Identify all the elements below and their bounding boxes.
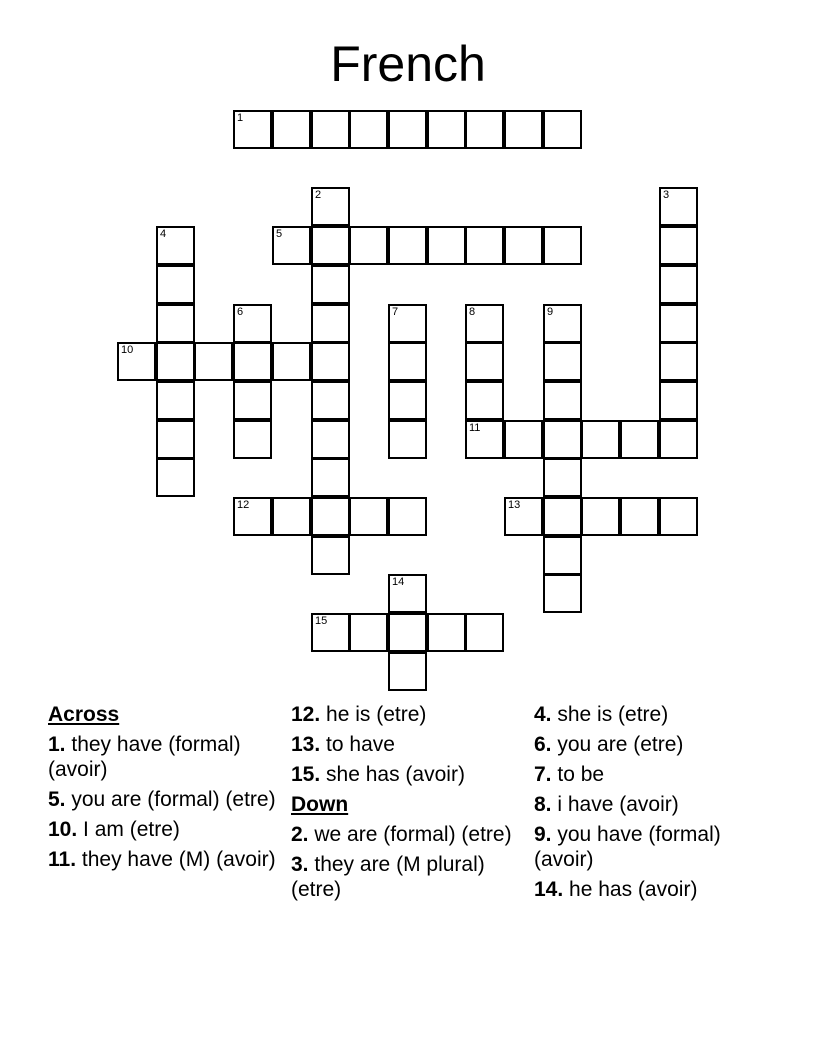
grid-cell[interactable] xyxy=(581,420,620,459)
grid-cell[interactable] xyxy=(349,497,388,536)
grid-cell[interactable] xyxy=(311,381,350,420)
grid-cell[interactable] xyxy=(659,304,698,343)
clue-number: 12 xyxy=(237,499,250,511)
grid-cell[interactable] xyxy=(504,110,543,149)
grid-cell[interactable] xyxy=(272,110,311,149)
clue-number: 10 xyxy=(121,344,134,356)
grid-cell[interactable] xyxy=(272,342,311,381)
grid-cell[interactable] xyxy=(156,226,195,265)
grid-cell[interactable] xyxy=(504,226,543,265)
clue-number: 11 xyxy=(469,422,481,434)
grid-cell[interactable] xyxy=(659,226,698,265)
grid-cell[interactable] xyxy=(194,342,233,381)
across-clue: 12. he is (etre) xyxy=(291,703,427,726)
grid-cell[interactable] xyxy=(388,497,427,536)
grid-cell[interactable] xyxy=(659,265,698,304)
grid-cell[interactable] xyxy=(388,304,427,343)
grid-cell[interactable] xyxy=(311,497,350,536)
grid-cell[interactable] xyxy=(543,420,582,459)
grid-cell[interactable] xyxy=(311,226,350,265)
clue-number: 5 xyxy=(276,228,283,240)
grid-cell[interactable] xyxy=(233,497,272,536)
clue-number: 14 xyxy=(392,576,405,588)
grid-cell[interactable] xyxy=(388,381,427,420)
grid-cell[interactable] xyxy=(388,613,427,652)
across-clue: 11. they have (M) (avoir) xyxy=(48,848,276,871)
grid-cell[interactable] xyxy=(427,110,466,149)
grid-cell[interactable] xyxy=(349,110,388,149)
grid-cell[interactable] xyxy=(311,342,350,381)
across-clue: 13. to have xyxy=(291,733,395,756)
grid-cell[interactable] xyxy=(156,458,195,497)
across-heading: Across xyxy=(48,703,120,726)
grid-cell[interactable] xyxy=(543,342,582,381)
grid-cell[interactable] xyxy=(543,304,582,343)
grid-cell[interactable] xyxy=(465,304,504,343)
across-clue: 5. you are (formal) (etre) xyxy=(48,788,276,811)
grid-cell[interactable] xyxy=(388,110,427,149)
grid-cell[interactable] xyxy=(581,497,620,536)
down-clue: 7. to be xyxy=(534,763,605,786)
grid-cell[interactable] xyxy=(233,304,272,343)
grid-cell[interactable] xyxy=(427,613,466,652)
down-clue: 6. you are (etre) xyxy=(534,733,684,756)
grid-cell[interactable] xyxy=(504,497,543,536)
grid-cell[interactable] xyxy=(311,420,350,459)
down-clue: 3. they are (M plural) (etre) xyxy=(291,853,485,901)
grid-cell[interactable] xyxy=(349,226,388,265)
clue-number: 1 xyxy=(237,112,244,124)
grid-cell[interactable] xyxy=(388,226,427,265)
grid-cell[interactable] xyxy=(659,497,698,536)
grid-cell[interactable] xyxy=(388,652,427,691)
grid-cell[interactable] xyxy=(233,420,272,459)
grid-cell[interactable] xyxy=(311,304,350,343)
down-clue: 8. i have (avoir) xyxy=(534,793,679,816)
grid-cell[interactable] xyxy=(620,420,659,459)
grid-cell[interactable] xyxy=(543,381,582,420)
clue-column-1 xyxy=(48,702,283,877)
grid-cell[interactable] xyxy=(156,342,195,381)
grid-cell[interactable] xyxy=(465,226,504,265)
puzzle-title: French xyxy=(330,36,486,92)
grid-cell[interactable] xyxy=(659,420,698,459)
grid-cell[interactable] xyxy=(543,226,582,265)
grid-cell[interactable] xyxy=(388,574,427,613)
clue-number: 15 xyxy=(315,615,328,627)
clue-column-2 xyxy=(291,702,526,907)
grid-cell[interactable] xyxy=(311,536,350,575)
grid-cell[interactable] xyxy=(427,226,466,265)
grid-cell[interactable] xyxy=(504,420,543,459)
grid-cell[interactable] xyxy=(117,342,156,381)
grid-cell[interactable] xyxy=(156,381,195,420)
grid-cell[interactable] xyxy=(465,381,504,420)
grid-cell[interactable] xyxy=(620,497,659,536)
grid-cell[interactable] xyxy=(465,342,504,381)
clue-number: 13 xyxy=(508,499,521,511)
grid-cell[interactable] xyxy=(311,458,350,497)
grid-cell[interactable] xyxy=(311,187,350,226)
grid-cell[interactable] xyxy=(233,110,272,149)
grid-cell[interactable] xyxy=(156,304,195,343)
clue-number: 6 xyxy=(237,306,244,318)
grid-cell[interactable] xyxy=(659,381,698,420)
grid-cell[interactable] xyxy=(272,497,311,536)
grid-cell[interactable] xyxy=(659,187,698,226)
clue-number: 8 xyxy=(469,306,476,318)
grid-cell[interactable] xyxy=(156,420,195,459)
clue-number: 7 xyxy=(392,306,399,318)
down-clue: 14. he has (avoir) xyxy=(534,878,698,901)
grid-cell[interactable] xyxy=(465,420,504,459)
across-clue: 1. they have (formal) (avoir) xyxy=(48,733,241,781)
grid-cell[interactable] xyxy=(311,613,350,652)
grid-cell[interactable] xyxy=(272,226,311,265)
grid-cell[interactable] xyxy=(543,458,582,497)
clue-number: 4 xyxy=(160,228,167,240)
grid-cell[interactable] xyxy=(233,342,272,381)
grid-cell[interactable] xyxy=(349,613,388,652)
grid-cell[interactable] xyxy=(156,265,195,304)
clue-number: 2 xyxy=(315,189,322,201)
down-heading: Down xyxy=(291,793,349,816)
grid-cell[interactable] xyxy=(388,420,427,459)
across-clue: 10. I am (etre) xyxy=(48,818,180,841)
grid-cell[interactable] xyxy=(659,342,698,381)
grid-cell[interactable] xyxy=(388,342,427,381)
clue-number: 3 xyxy=(663,189,670,201)
grid-cell[interactable] xyxy=(543,497,582,536)
grid-cell[interactable] xyxy=(311,265,350,304)
across-clue: 15. she has (avoir) xyxy=(291,763,465,786)
down-clue: 9. you have (formal) (avoir) xyxy=(534,823,721,871)
grid-cell[interactable] xyxy=(543,110,582,149)
clue-number: 9 xyxy=(547,306,554,318)
grid-cell[interactable] xyxy=(543,574,582,613)
grid-cell[interactable] xyxy=(233,381,272,420)
clue-column-3 xyxy=(534,702,769,907)
grid-cell[interactable] xyxy=(543,536,582,575)
down-clue: 4. she is (etre) xyxy=(534,703,669,726)
grid-cell[interactable] xyxy=(465,613,504,652)
grid-cell[interactable] xyxy=(465,110,504,149)
grid-cell[interactable] xyxy=(311,110,350,149)
down-clue: 2. we are (formal) (etre) xyxy=(291,823,512,846)
